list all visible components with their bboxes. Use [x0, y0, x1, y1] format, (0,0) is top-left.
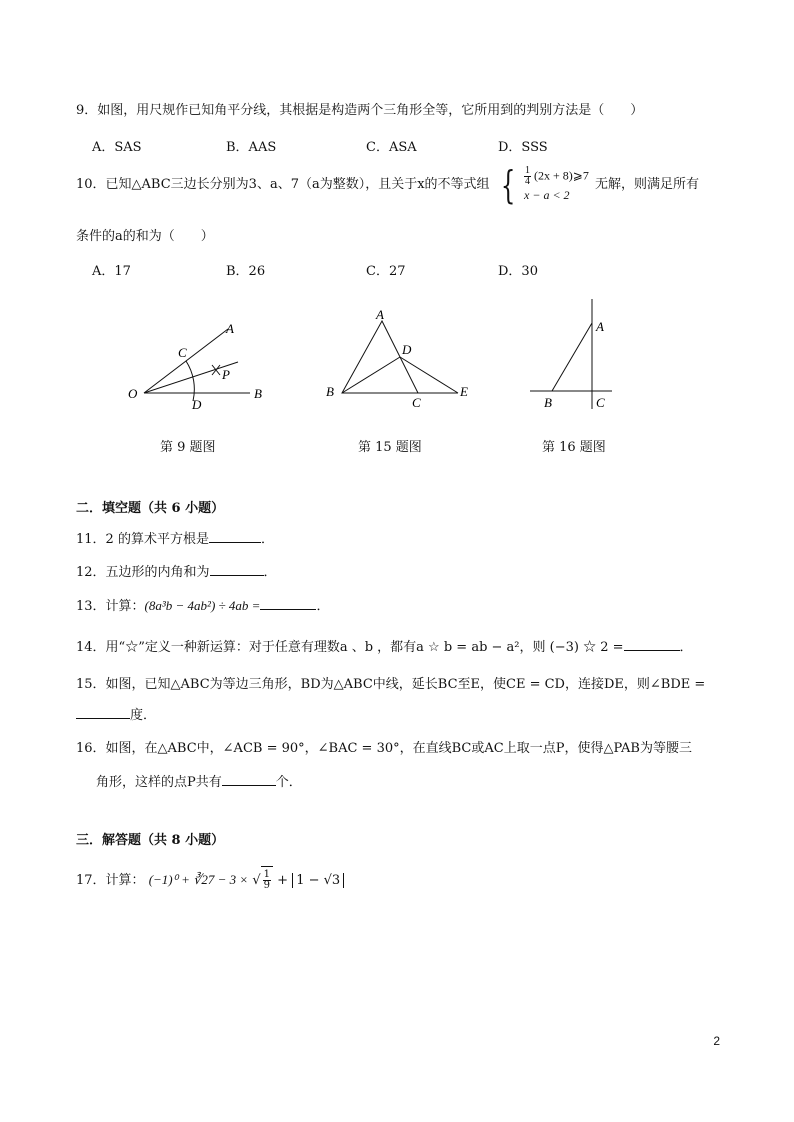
- fig16-label-c: C: [596, 395, 605, 410]
- q13: [76, 597, 329, 616]
- q10-line1: [76, 162, 699, 207]
- fig15-label-b: B: [326, 384, 334, 399]
- section2-heading: 二．填空题（共 6 小题）: [76, 501, 225, 516]
- q12: [76, 563, 277, 582]
- q10-option-b: B．26: [226, 264, 266, 279]
- q9-stem: 9．如图，用尺规作已知角平分线，其根据是构造两个三角形全等，它所用到的判别方法是（ ）: [76, 103, 644, 118]
- fig9-label-b: B: [254, 386, 262, 401]
- fig16-caption: 第 16 题图: [542, 440, 606, 455]
- q16-line1: 16．如图，在△ABC中，∠ACB = 90°，∠BAC = 30°，在直线BC或AC上取一点P，使得△PAB为等腰三: [76, 741, 692, 756]
- q10-suffix: 无解，则满足所有: [594, 177, 699, 192]
- section3-heading: 三．解答题（共 8 小题）: [76, 833, 225, 848]
- q10-option-d: D．30: [498, 264, 538, 279]
- fig9-label-a: A: [226, 321, 234, 336]
- fig9-label-d: D: [192, 397, 202, 412]
- q11-text: 11．2 的算术平方根是: [76, 532, 209, 547]
- q15-line2: [76, 706, 156, 725]
- q14-text: 14．用“☆”定义一种新运算：对于任意有理数a 、b ，都有a ☆ b = ab − a²，则 (−3) ☆ 2 =: [76, 640, 624, 655]
- fig15-label-c: C: [412, 395, 421, 410]
- fig15-caption: 第 15 题图: [358, 440, 422, 455]
- q17: 17．计算： (−1)⁰ + ∛27 − 3 × √ $\frac{1}{9}$ + 1 − √3: [76, 866, 344, 895]
- q16-text: 角形，这样的点P共有: [96, 775, 222, 790]
- q13-text: 13．计算：: [76, 599, 145, 614]
- q13-expression: (8a³b − 4ab²) ÷ 4ab =: [144, 598, 261, 613]
- q17-plus: +: [277, 873, 289, 888]
- fig15-label-e: E: [460, 384, 468, 399]
- q9-option-c: C．ASA: [366, 140, 417, 155]
- q17-absolute-value: 1 − √3: [292, 873, 344, 888]
- fig16-label-a: A: [596, 319, 604, 334]
- figure-15-triangle: [320, 305, 480, 411]
- fig16-label-b: B: [544, 395, 552, 410]
- q10-option-a: A．17: [92, 264, 131, 279]
- q12-text: 12．五边形的内角和为: [76, 565, 210, 580]
- fig15-label-d: D: [402, 342, 412, 357]
- fig9-label-o: O: [128, 386, 138, 401]
- q17-expression: (−1)⁰ + ∛27 − 3 ×: [148, 872, 249, 887]
- page-number: 2: [713, 1034, 720, 1048]
- q12-end: ．: [263, 565, 277, 580]
- inequality-system: [496, 162, 589, 207]
- q11-blank: [209, 530, 261, 543]
- q14: [76, 638, 693, 657]
- q13-blank: [260, 597, 316, 610]
- fig9-caption: 第 9 题图: [160, 440, 216, 455]
- q10-prefix: 10．已知△ABC三边长分别为3、a、7（a为整数），且关于x的不等式组: [76, 177, 490, 192]
- fig15-label-a: A: [376, 307, 384, 322]
- q11-end: ．: [260, 532, 274, 547]
- q9-option-b: B．AAS: [226, 140, 277, 155]
- fig9-label-p: P: [222, 367, 230, 382]
- fraction-quarter: $\frac{1}{4}$: [525, 165, 531, 187]
- q10-line2: 条件的a的和为（ ）: [76, 229, 214, 244]
- q15-line1: 15．如图，已知△ABC为等边三角形，BD为△ABC中线，延长BC至E，使CE = CD，连接DE，则∠BDE =: [76, 677, 706, 692]
- q11: [76, 530, 274, 549]
- q10-option-c: C．27: [366, 264, 406, 279]
- q16-line2: [96, 773, 302, 792]
- q14-end: ．: [679, 640, 693, 655]
- q17-fraction: $\frac{1}{9}$: [263, 869, 270, 891]
- brace-glyph: {: [500, 162, 516, 207]
- q15-end: 度．: [130, 708, 157, 723]
- system-row-2: x − a < 2: [524, 188, 570, 202]
- system-row-1: (2x + 8)⩾7: [534, 168, 589, 183]
- q16-end: 个．: [275, 775, 302, 790]
- q14-blank: [624, 638, 680, 651]
- figure-16-right-triangle: [520, 295, 630, 413]
- fig9-label-c: C: [178, 345, 187, 360]
- q12-blank: [210, 563, 264, 576]
- q16-blank: [222, 773, 276, 786]
- q9-option-d: D．SSS: [498, 140, 548, 155]
- q17-text: 17．计算：: [76, 873, 145, 888]
- q9-option-a: A．SAS: [92, 140, 142, 155]
- q15-blank: [76, 706, 130, 719]
- figure-9-angle-bisector: [120, 315, 280, 415]
- q13-end: ．: [316, 599, 330, 614]
